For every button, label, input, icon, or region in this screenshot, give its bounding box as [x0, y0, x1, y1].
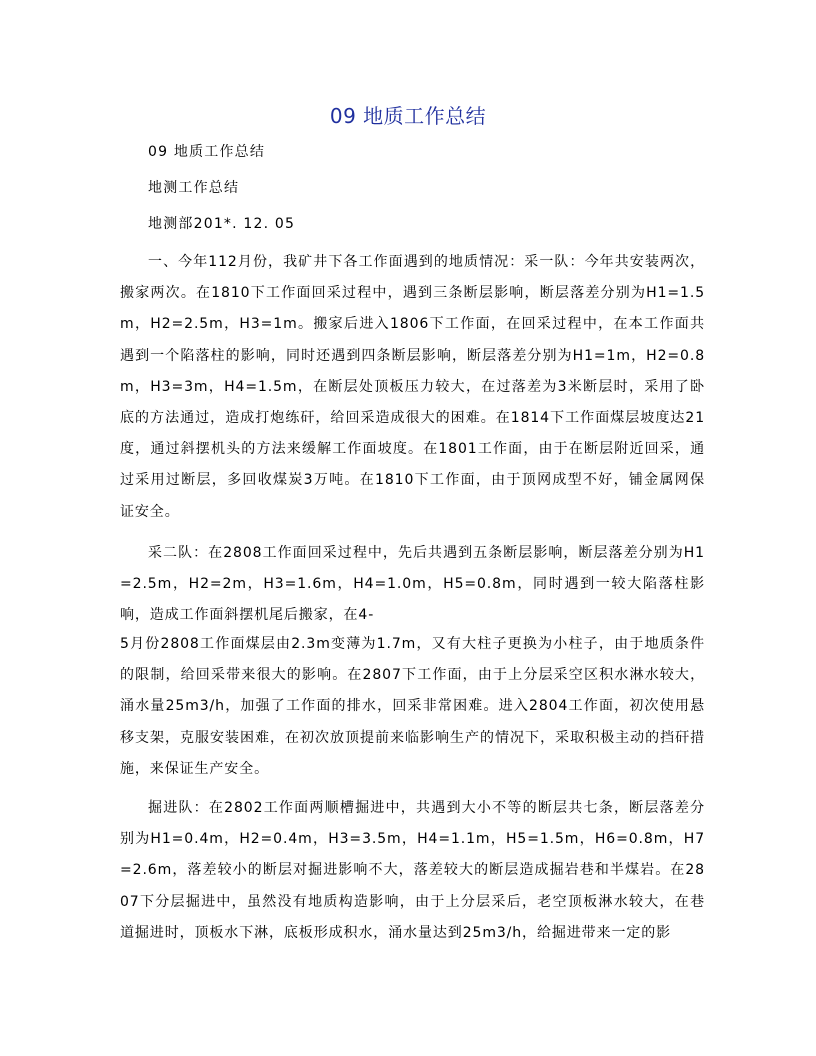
paragraph-team-two: 采二队：在2808工作面回采过程中，先后共遇到五条断层影响，断层落差分别为H1=2.5m，H2=2m，H3=1.6m，H4=1.0m，H5=0.8m，同时遇到一较大陷落柱影响，造成工作面斜摆机尾后搬家，在4-	[120, 545, 705, 624]
paragraph-team-two-continued: 5月份2808工作面煤层由2.3m变薄为1.7m，又有大柱子更换为小柱子，由于地质条件的限制，给回采带来很大的影响。在2807下工作面，由于上分层采空区积水淋水较大，涌水量25m3/h，加强了工作面的排水，回采非常困难。进入2804工作面，初次使用悬移支架，克服安装困难，在初次放顶提前来临影响生产的情况下，采取积极主动的挡矸措施，来保证生产安全。	[120, 636, 705, 777]
document-title: 09 地质工作总结	[329, 104, 487, 128]
paragraph-team-one: 一、今年112月份，我矿井下各工作面遇到的地质情况：采一队：今年共安装两次，搬家两次。在1810下工作面回采过程中，遇到三条断层影响，断层落差分别为H1=1.5m，H2=2.5m，H3=1m。搬家后进入1806下工作面，在回采过程中，在本工作面共遇到一个陷落柱的影响，同时还遇到四条断层影响，断层落差分别为H1=1m，H2=0.8m，H3=3m，H4=1.5m，在断层处顶板压力较大，在过落差为3米断层时，采用了卧底的方法通过，造成打炮练矸，给回采造成很大的困难。在1814下工作面煤层坡度达21度，通过斜摆机头的方法来缓解工作面坡度。在1801工作面，由于在断层附近回采，通过采用过断层，多回收煤炭3万吨。在1810下工作面，由于顶网成型不好，铺金属网保证安全。	[120, 254, 705, 520]
department-heading: 地测工作总结	[148, 180, 240, 196]
paragraph-excavation-team: 掘进队：在2802工作面两顺槽掘进中，共遇到大小不等的断层共七条，断层落差分别为H1=0.4m，H2=0.4m，H3=3.5m，H4=1.1m，H5=1.5m，H6=0.8m，H7=2.6m，落差较小的断层对掘进影响不大，落差较大的断层造成掘岩巷和半煤岩。在2807下分层掘进中，虽然没有地质构造影响，由于上分层采后，老空顶板淋水较大，在巷道掘进时，顶板水下淋，底板形成积水，涌水量达到25m3/h，给掘进带来一定的影	[120, 800, 705, 941]
subtitle-line: 09 地质工作总结	[148, 144, 266, 160]
date-line: 地测部201*. 12. 05	[148, 216, 296, 232]
